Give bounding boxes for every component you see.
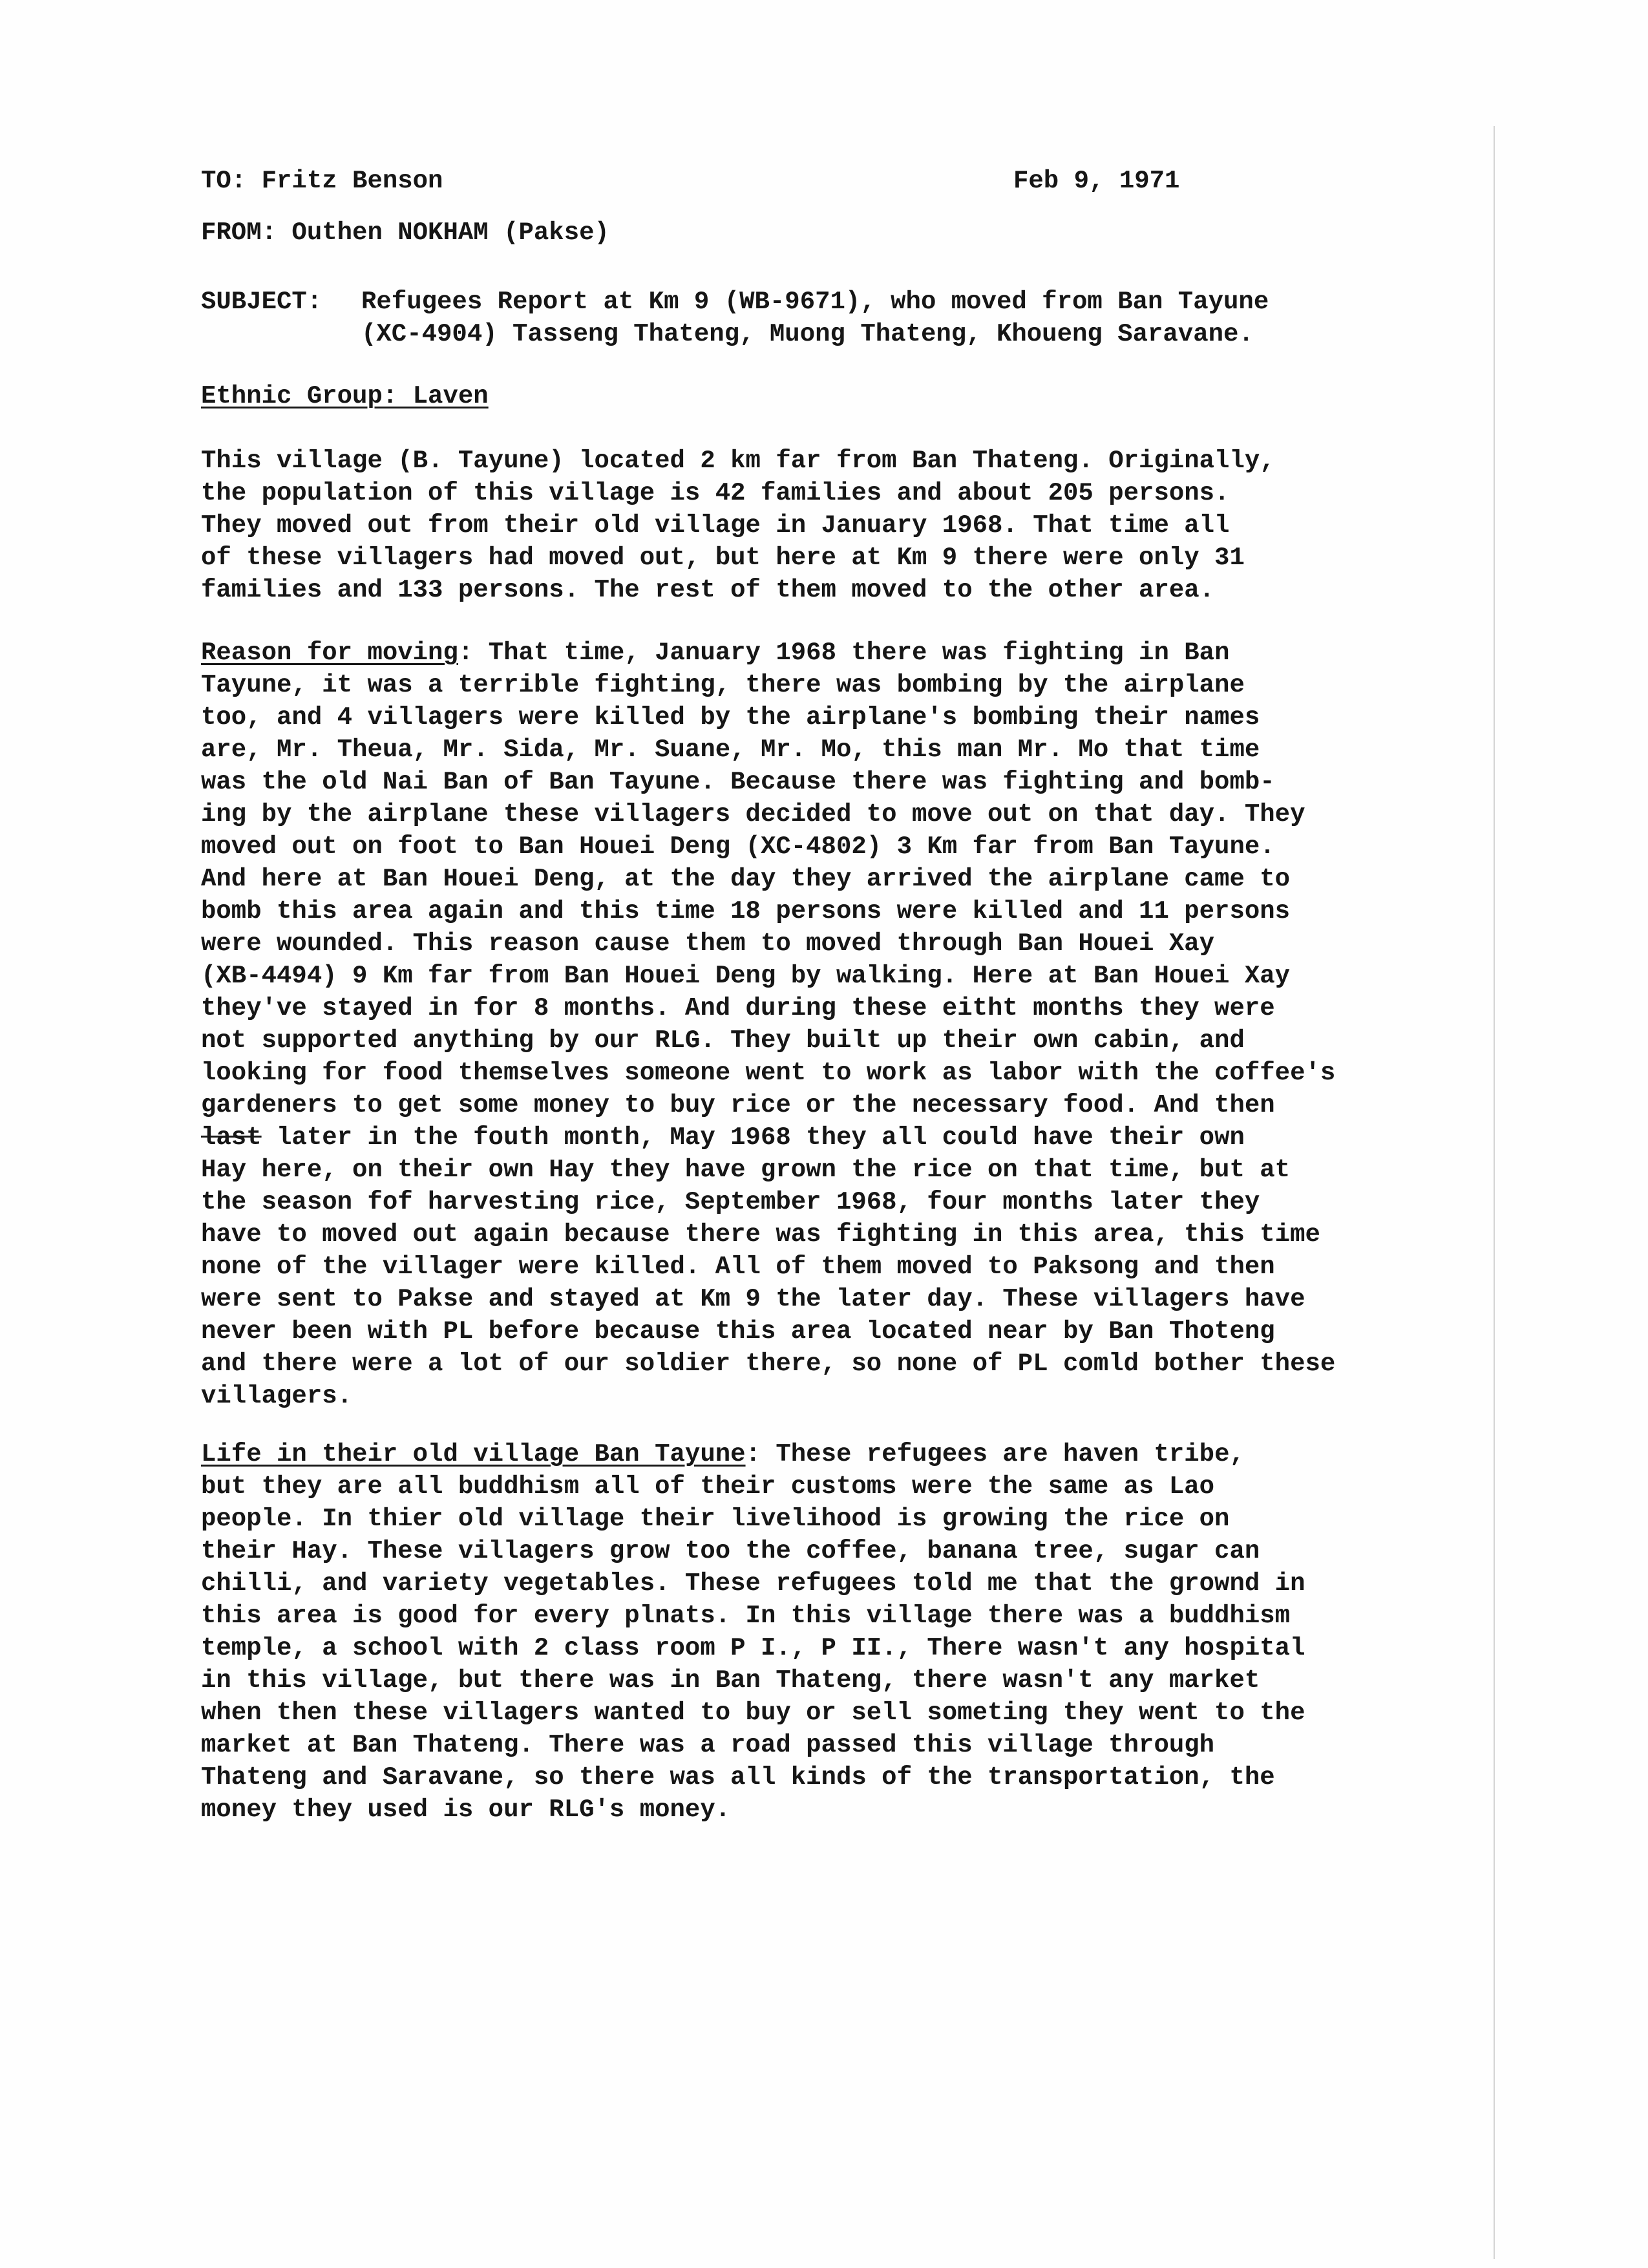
- text-line: never been with PL before because this area located near by Ban Thoteng: [201, 1317, 1275, 1346]
- from-line: FROM: Outhen NOKHAM (Pakse): [201, 218, 609, 247]
- paragraph-village-intro: [201, 445, 1429, 606]
- text-line: [201, 1121, 1429, 1154]
- text-line: was the old Nai Ban of Ban Tayune. Because there was fighting and bomb-: [201, 768, 1275, 796]
- life-first-line: : These refugees are haven tribe,: [745, 1440, 1245, 1468]
- text-line: Tayune, it was a terrible fighting, there was bombing by the airplane: [201, 671, 1245, 699]
- reason-first-line: : That time, January 1968 there was fighting in Ban: [458, 639, 1230, 667]
- paragraph-reason-for-moving: [201, 637, 1429, 1412]
- text-line: looking for food themselves someone went to work as labor with the coffee's: [201, 1059, 1336, 1087]
- text-line: this area is good for every plnats. In this village there was a buddhism: [201, 1602, 1291, 1630]
- page-edge-line: [1494, 126, 1495, 2259]
- text-line: moved out on foot to Ban Houei Deng (XC-4802) 3 Km far from Ban Tayune.: [201, 832, 1275, 861]
- text-line: and there were a lot of our soldier there, so none of PL comld bother these: [201, 1350, 1336, 1378]
- text-line: temple, a school with 2 class room P I., P II., There wasn't any hospital: [201, 1634, 1305, 1662]
- ethnic-group-heading: Ethnic Group: Laven: [201, 382, 489, 410]
- text-line: gardeners to get some money to buy rice or the necessary food. And then: [201, 1091, 1275, 1119]
- text-line: were wounded. This reason cause them to moved through Ban Houei Xay: [201, 929, 1215, 958]
- subject-label: SUBJECT:: [201, 288, 322, 316]
- text-line: And here at Ban Houei Deng, at the day they arrived the airplane came to: [201, 865, 1291, 893]
- text-line: Hay here, on their own Hay they have grown the rice on that time, but at: [201, 1156, 1291, 1184]
- text-line: have to moved out again because there was fighting in this area, this time: [201, 1220, 1320, 1249]
- text-line: not supported anything by our RLG. They built up their own cabin, and: [201, 1026, 1245, 1055]
- text-line: when then these villagers wanted to buy or sell someting they went to the: [201, 1699, 1305, 1727]
- text-line: are, Mr. Theua, Mr. Sida, Mr. Suane, Mr. Mo, this man Mr. Mo that time: [201, 736, 1260, 764]
- text-line: villagers.: [201, 1382, 353, 1410]
- text-line: none of the villager were killed. All of them moved to Paksong and then: [201, 1253, 1275, 1281]
- to-line: TO: Fritz Benson: [201, 167, 443, 195]
- text-line: too, and 4 villagers were killed by the airplane's bombing their names: [201, 703, 1260, 732]
- text-line: This village (B. Tayune) located 2 km far from Ban Thateng. Originally,: [201, 447, 1275, 475]
- text-line: the population of this village is 42 families and about 205 persons.: [201, 479, 1230, 507]
- text-line: ing by the airplane these villagers decided to move out on that day. They: [201, 800, 1305, 829]
- text-line: but they are all buddhism all of their customs were the same as Lao: [201, 1472, 1215, 1501]
- subject-line: Refugees Report at Km 9 (WB-9671), who moved from Ban Tayune: [361, 288, 1269, 316]
- text-line: families and 133 persons. The rest of them moved to the other area.: [201, 576, 1215, 604]
- memo-date: Feb 9, 1971: [1013, 167, 1180, 195]
- paragraph-life-in-old-village: [201, 1438, 1429, 1826]
- life-heading: Life in their old village Ban Tayune: [201, 1440, 746, 1468]
- text-line: market at Ban Thateng. There was a road passed this village through: [201, 1731, 1215, 1759]
- text-line: (XB-4494) 9 Km far from Ban Houei Deng by walking. Here at Ban Houei Xay: [201, 962, 1291, 990]
- text-line: people. In thier old village their livelihood is growing the rice on: [201, 1505, 1230, 1533]
- text-line: the season fof harvesting rice, September 1968, four months later they: [201, 1188, 1260, 1216]
- text-line: they've stayed in for 8 months. And during these eitht months they were: [201, 994, 1275, 1023]
- text-line: of these villagers had moved out, but here at Km 9 there were only 31: [201, 544, 1245, 572]
- text-line: They moved out from their old village in January 1968. That time all: [201, 511, 1230, 540]
- text-line: bomb this area again and this time 18 persons were killed and 11 persons: [201, 897, 1291, 926]
- reason-heading: Reason for moving: [201, 639, 458, 667]
- struck-word: last: [201, 1123, 262, 1152]
- text-line: Thateng and Saravane, so there was all kinds of the transportation, the: [201, 1763, 1275, 1792]
- text-line: in this village, but there was in Ban Thateng, there wasn't any market: [201, 1666, 1260, 1695]
- text-line: their Hay. These villagers grow too the coffee, banana tree, sugar can: [201, 1537, 1260, 1565]
- text-line: chilli, and variety vegetables. These refugees told me that the grownd in: [201, 1569, 1305, 1598]
- text-line: [201, 1438, 1429, 1470]
- text-line: [201, 637, 1429, 669]
- subject-text: [361, 286, 1460, 350]
- text-line: money they used is our RLG's money.: [201, 1796, 731, 1824]
- subject-line: (XC-4904) Tasseng Thateng, Muong Thateng, Khoueng Saravane.: [361, 320, 1254, 348]
- text-line: were sent to Pakse and stayed at Km 9 the later day. These villagers have: [201, 1285, 1305, 1313]
- struck-line-rest: later in the fouth month, May 1968 they all could have their own: [261, 1123, 1245, 1152]
